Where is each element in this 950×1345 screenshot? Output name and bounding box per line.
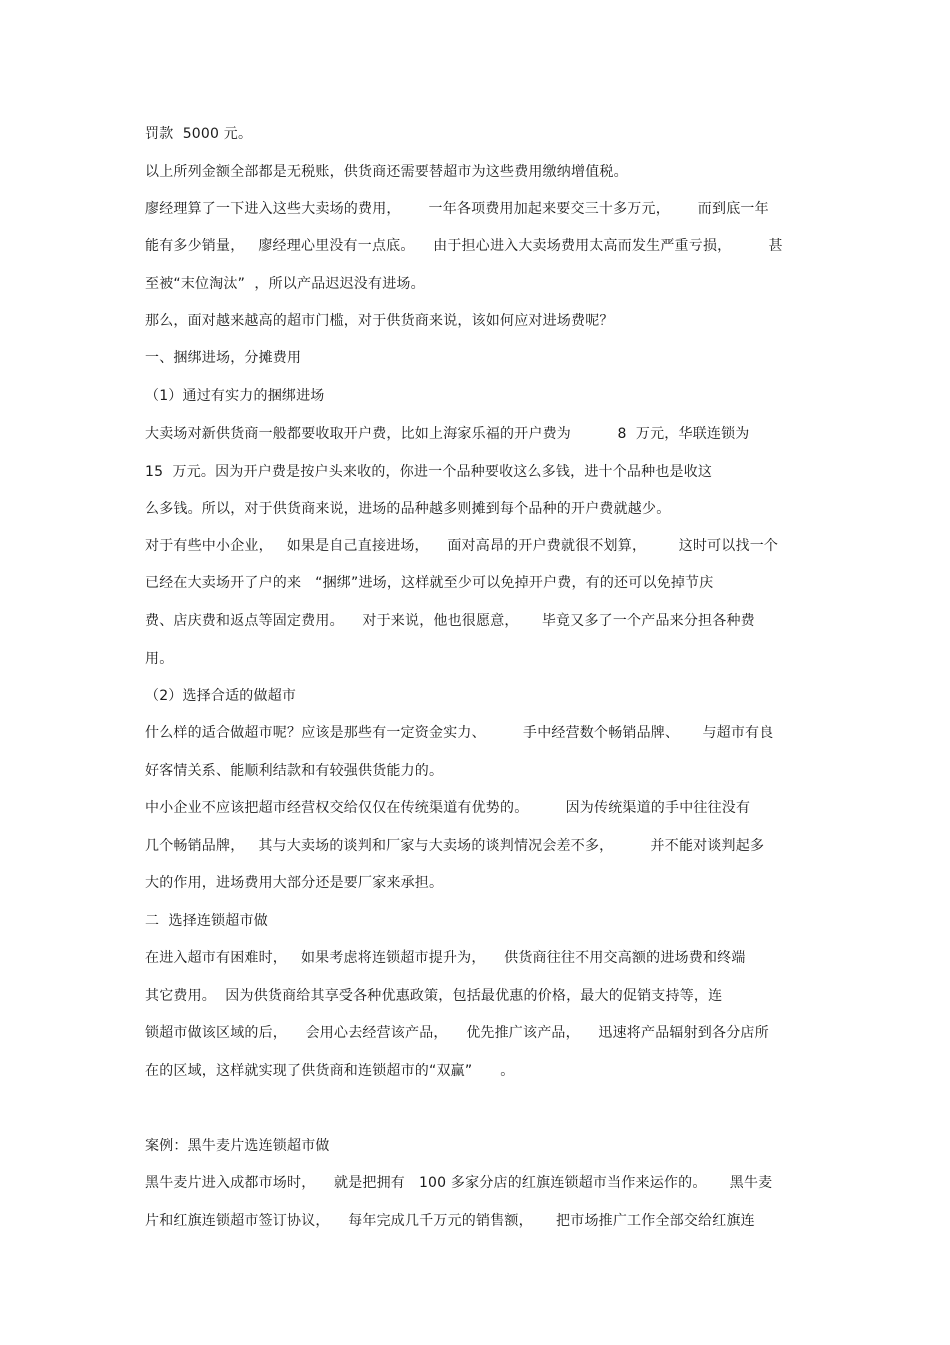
- subsection-heading: （1）通过有实力的捆绑进场: [145, 388, 325, 404]
- text-line: 罚款 5000 元。: [145, 126, 253, 142]
- text-line: 对于有些中小企业， 如果是自己直接进场， 面对高昂的开户费就很不划算， 这时可以找一个: [145, 538, 779, 554]
- text-line: 片和红旗连锁超市签订协议， 每年完成几千万元的销售额， 把市场推广工作全部交给红旗连: [145, 1213, 755, 1229]
- text-line: 大的作用，进场费用大部分还是要厂家来承担。: [145, 875, 444, 891]
- text-line: 至被“末位淘汰” ，所以产品迟迟没有进场。: [145, 276, 425, 292]
- text-line: 廖经理算了一下进入这些大卖场的费用， 一年各项费用加起来要交三十多万元， 而到底一年: [145, 201, 769, 217]
- text-line: 黑牛麦片进入成都市场时， 就是把拥有 100 多家分店的红旗连锁超市当作来运作的。 黑牛麦: [145, 1175, 773, 1191]
- text-line: 什么样的适合做超市呢？应该是那些有一定资金实力、 手中经营数个畅销品牌、 与超市有良: [145, 725, 774, 741]
- text-line: 好客情关系、能顺利结款和有较强供货能力的。: [145, 763, 444, 779]
- text-line: 费、店庆费和返点等固定费用。 对于来说，他也很愿意， 毕竟又多了一个产品来分担各种费: [145, 613, 755, 629]
- text-line: 在的区域，这样就实现了供货商和连锁超市的“双赢” 。: [145, 1063, 515, 1079]
- subsection-heading: （2）选择合适的做超市: [145, 688, 297, 704]
- text-line: 以上所列金额全部都是无税账，供货商还需要替超市为这些费用缴纳增值税。: [145, 164, 628, 180]
- section-heading: 一、捆绑进场，分摊费用: [145, 350, 302, 366]
- text-line: 15 万元。因为开户费是按户头来收的，你进一个品种要收这么多钱，进十个品种也是收这: [145, 464, 713, 480]
- text-line: 能有多少销量， 廖经理心里没有一点底。 由于担心进入大卖场费用太高而发生严重亏损， 甚: [145, 238, 783, 254]
- text-line: 么多钱。所以，对于供货商来说，进场的品种越多则摊到每个品种的开户费就越少。: [145, 501, 671, 517]
- case-heading: 案例：黑牛麦片选连锁超市做: [145, 1138, 330, 1154]
- text-line: 中小企业不应该把超市经营权交给仅仅在传统渠道有优势的。 因为传统渠道的手中往往没有: [145, 800, 751, 816]
- text-line: 已经在大卖场开了户的来 “捆绑”进场，这样就至少可以免掉开户费，有的还可以免掉节庆: [145, 575, 714, 591]
- text-line: 其它费用。 因为供货商给其享受各种优惠政策，包括最优惠的价格，最大的促销支持等，连: [145, 988, 723, 1004]
- text-line: 锁超市做该区域的后， 会用心去经营该产品， 优先推广该产品， 迅速将产品辐射到各分店所: [145, 1025, 769, 1041]
- text-line: 在进入超市有困难时， 如果考虑将连锁超市提升为， 供货商往往不用交高额的进场费和终端: [145, 950, 746, 966]
- text-line: 用。: [145, 651, 174, 667]
- section-heading: 二 选择连锁超市做: [145, 913, 268, 929]
- text-line: 大卖场对新供货商一般都要收取开户费，比如上海家乐福的开户费为 8 万元，华联连锁为: [145, 426, 750, 442]
- text-line: 几个畅销品牌， 其与大卖场的谈判和厂家与大卖场的谈判情况会差不多， 并不能对谈判起多: [145, 838, 765, 854]
- text-line: 那么，面对越来越高的超市门槛，对于供货商来说，该如何应对进场费呢？: [145, 313, 614, 329]
